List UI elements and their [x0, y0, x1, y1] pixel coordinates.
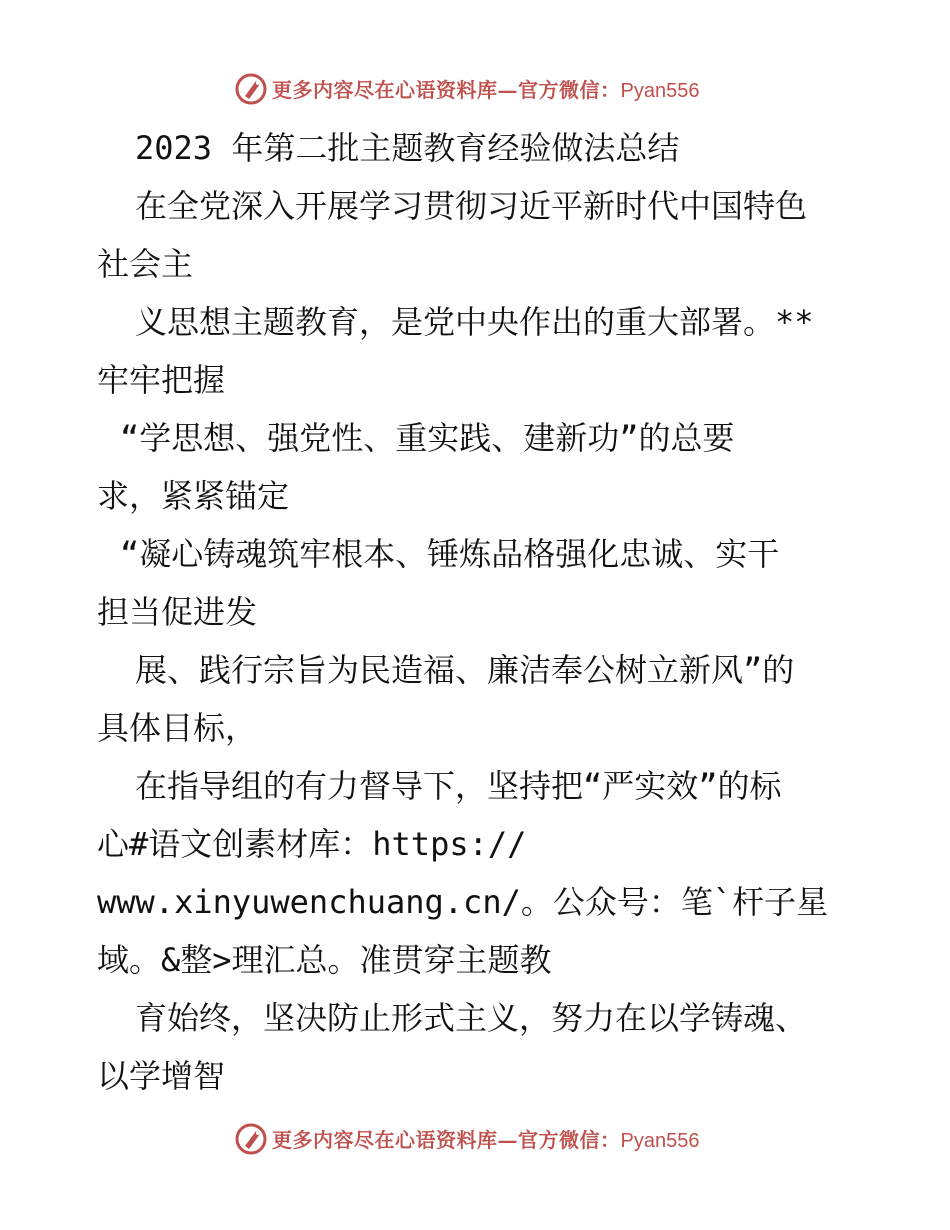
body-line: 在指导组的有力督导下，坚持把“严实效”的标 [135, 767, 782, 805]
body-line: 求，紧紧锚定 [97, 477, 290, 515]
pen-nib-circle-icon [234, 72, 268, 106]
footer-banner-text: 更多内容尽在心语资料库—官方微信：Pyan556 [272, 1128, 700, 1152]
body-line: 社会主 [97, 245, 194, 283]
pen-nib-circle-icon [234, 1122, 268, 1156]
body-line: 展、践行宗旨为民造福、廉洁奉公树立新风”的 [135, 651, 795, 689]
body-line: www.xinyuwenchuang.cn/。公众号：笔`杆子星 [97, 883, 829, 921]
footer-banner [0, 1118, 950, 1162]
body-line: 在全党深入开展学习贯彻习近平新时代中国特色 [135, 187, 808, 225]
header-banner [0, 68, 950, 112]
header-banner-text: 更多内容尽在心语资料库—官方微信：Pyan556 [272, 78, 700, 102]
body-line: 以学增智 [97, 1057, 226, 1095]
body-line: “凝心铸魂筑牢根本、锤炼品格强化忠诚、实干 [120, 535, 780, 573]
body-line: 育始终，坚决防止形式主义，努力在以学铸魂、 [135, 999, 808, 1037]
body-line: “学思想、强党性、重实践、建新功”的总要 [120, 419, 735, 457]
body-line: 义思想主题教育，是党中央作出的重大部署。** [135, 303, 814, 341]
body-line: 域。&整>理汇总。准贯穿主题教 [97, 941, 552, 979]
body-line: 牢牢把握 [97, 361, 226, 399]
body-line: 具体目标， [97, 709, 258, 747]
body-line: 心#语文创素材库：https:// [97, 825, 527, 863]
document-title: 2023 年第二批主题教育经验做法总结 [135, 129, 680, 167]
body-line: 担当促进发 [97, 593, 258, 631]
